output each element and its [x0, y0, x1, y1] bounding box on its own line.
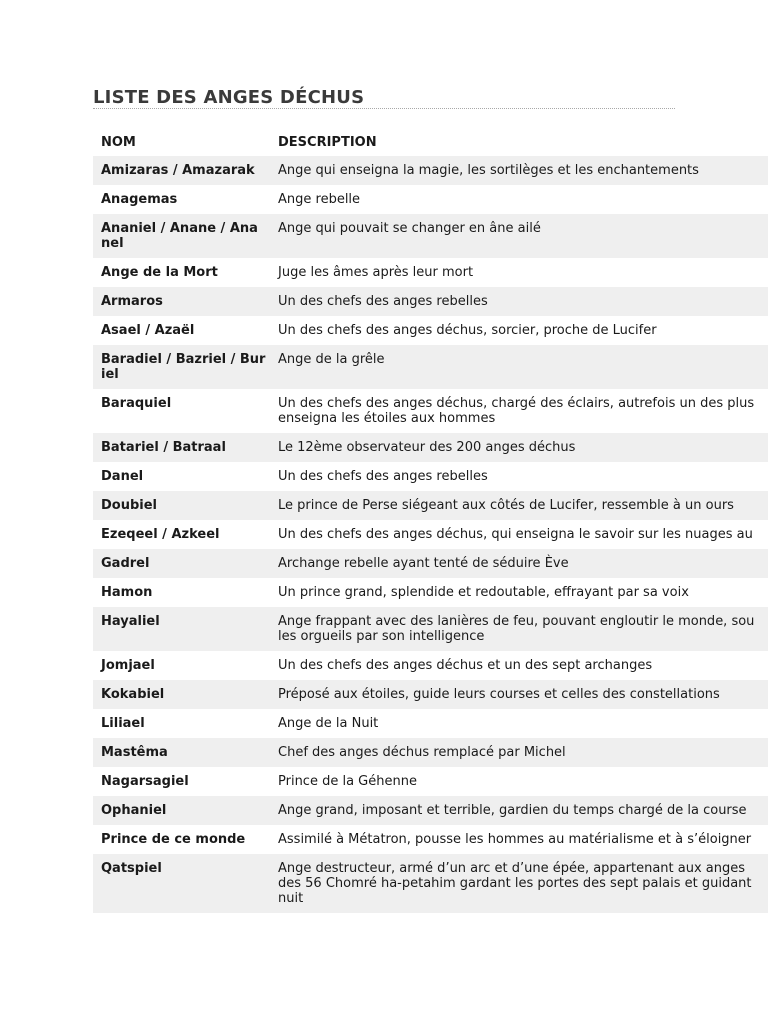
angel-name: Batariel / Batraal — [93, 433, 270, 462]
table-row — [93, 462, 768, 491]
angel-description — [270, 316, 768, 345]
angel-name: Ananiel / Anane / Ananel — [93, 214, 270, 258]
angel-description-text: Un des chefs des anges déchus, sorcier, proche de Lucifer — [278, 323, 657, 338]
angel-name: Asael / Azaël — [93, 316, 270, 345]
angels-table-container — [93, 127, 768, 913]
angel-name: Liliael — [93, 709, 270, 738]
angel-description — [270, 549, 768, 578]
angel-name: Armaros — [93, 287, 270, 316]
angel-description-text: Assimilé à Métatron, pousse les hommes au matérialisme et à s’éloigner — [278, 832, 752, 847]
table-row — [93, 185, 768, 214]
angel-name: Nagarsagiel — [93, 767, 270, 796]
angel-description-text: Un des chefs des anges déchus, qui enseigna le savoir sur les nuages au — [278, 527, 753, 542]
angel-description-text: Juge les âmes après leur mort — [278, 265, 474, 280]
angel-name: Hamon — [93, 578, 270, 607]
angel-description — [270, 651, 768, 680]
angel-description — [270, 607, 768, 651]
angel-description-text: Un des chefs des anges déchus et un des sept archanges — [278, 658, 653, 673]
angel-description — [270, 214, 768, 258]
angel-name: Mastêma — [93, 738, 270, 767]
table-row — [93, 680, 768, 709]
table-row — [93, 767, 768, 796]
angel-description-text: Un des chefs des anges déchus, chargé des éclairs, autrefois un des plus enseigna les étoiles aux hommes — [278, 396, 755, 426]
table-row — [93, 796, 768, 825]
angel-name: Ezeqeel / Azkeel — [93, 520, 270, 549]
table-row — [93, 854, 768, 913]
angel-description-text: Un des chefs des anges rebelles — [278, 294, 488, 309]
table-row — [93, 578, 768, 607]
angel-description — [270, 389, 768, 433]
angel-description — [270, 520, 768, 549]
angel-description — [270, 680, 768, 709]
table-row — [93, 738, 768, 767]
angel-description — [270, 345, 768, 389]
angel-description — [270, 156, 768, 185]
table-row — [93, 433, 768, 462]
angel-name: Jomjael — [93, 651, 270, 680]
angel-name: Anagemas — [93, 185, 270, 214]
table-row — [93, 345, 768, 389]
column-header-description: DESCRIPTION — [278, 135, 377, 150]
angel-description — [270, 433, 768, 462]
angel-description-text: Prince de la Géhenne — [278, 774, 417, 789]
angel-description — [270, 767, 768, 796]
table-row — [93, 156, 768, 185]
angel-description-text: Ange qui enseigna la magie, les sortilèges et les enchantements — [278, 163, 699, 178]
table-body — [93, 156, 768, 913]
table-row — [93, 825, 768, 854]
angel-name: Qatspiel — [93, 854, 270, 913]
angel-description-text: Ange de la Nuit — [278, 716, 379, 731]
angel-description — [270, 491, 768, 520]
angel-description — [270, 825, 768, 854]
table-row — [93, 520, 768, 549]
angel-name: Ange de la Mort — [93, 258, 270, 287]
angel-name: Amizaras / Amazarak — [93, 156, 270, 185]
column-header-name: NOM — [101, 135, 136, 150]
angel-description — [270, 709, 768, 738]
page-title: LISTE DES ANGES DÉCHUS — [93, 87, 365, 108]
table-row — [93, 389, 768, 433]
angel-description-text: Archange rebelle ayant tenté de séduire Ève — [278, 556, 569, 571]
angel-name: Doubiel — [93, 491, 270, 520]
angel-description — [270, 854, 768, 913]
angel-name: Ophaniel — [93, 796, 270, 825]
angel-description-text: Ange frappant avec des lanières de feu, pouvant engloutir le monde, sou les orgueils par son intelligence — [278, 614, 755, 644]
angel-description — [270, 578, 768, 607]
angel-description-text: Ange qui pouvait se changer en âne ailé — [278, 221, 541, 236]
angels-table — [93, 127, 768, 913]
angel-description-text: Préposé aux étoiles, guide leurs courses et celles des constellations — [278, 687, 720, 702]
angel-name: Hayaliel — [93, 607, 270, 651]
table-row — [93, 651, 768, 680]
angel-name: Kokabiel — [93, 680, 270, 709]
angel-description-text: Ange destructeur, armé d’un arc et d’une épée, appartenant aux anges des 56 Chomré ha-petahim gardant les portes des sept palais et guidant nuit — [278, 861, 752, 906]
angel-name: Danel — [93, 462, 270, 491]
table-row — [93, 214, 768, 258]
angel-name: Gadrel — [93, 549, 270, 578]
angel-description — [270, 738, 768, 767]
angel-description-text: Ange grand, imposant et terrible, gardien du temps chargé de la course — [278, 803, 747, 818]
table-row — [93, 607, 768, 651]
table-row — [93, 316, 768, 345]
angel-description-text: Le 12ème observateur des 200 anges déchus — [278, 440, 576, 455]
angel-description-text: Chef des anges déchus remplacé par Michel — [278, 745, 566, 760]
angel-description-text: Ange rebelle — [278, 192, 361, 207]
angel-description-text: Un prince grand, splendide et redoutable, effrayant par sa voix — [278, 585, 689, 600]
table-row — [93, 287, 768, 316]
table-row — [93, 549, 768, 578]
angel-description-text: Un des chefs des anges rebelles — [278, 469, 488, 484]
angel-description-text: Le prince de Perse siégeant aux côtés de Lucifer, ressemble à un ours — [278, 498, 734, 513]
table-row — [93, 709, 768, 738]
angel-description — [270, 796, 768, 825]
angel-name: Prince de ce monde — [93, 825, 270, 854]
angel-name: Baradiel / Bazriel / Buriel — [93, 345, 270, 389]
title-divider — [93, 108, 675, 109]
angel-description — [270, 185, 768, 214]
angel-description — [270, 287, 768, 316]
table-header-row — [93, 127, 768, 156]
angel-description — [270, 258, 768, 287]
angel-description-text: Ange de la grêle — [278, 352, 385, 367]
table-row — [93, 258, 768, 287]
angel-description — [270, 462, 768, 491]
table-row — [93, 491, 768, 520]
angel-name: Baraquiel — [93, 389, 270, 433]
